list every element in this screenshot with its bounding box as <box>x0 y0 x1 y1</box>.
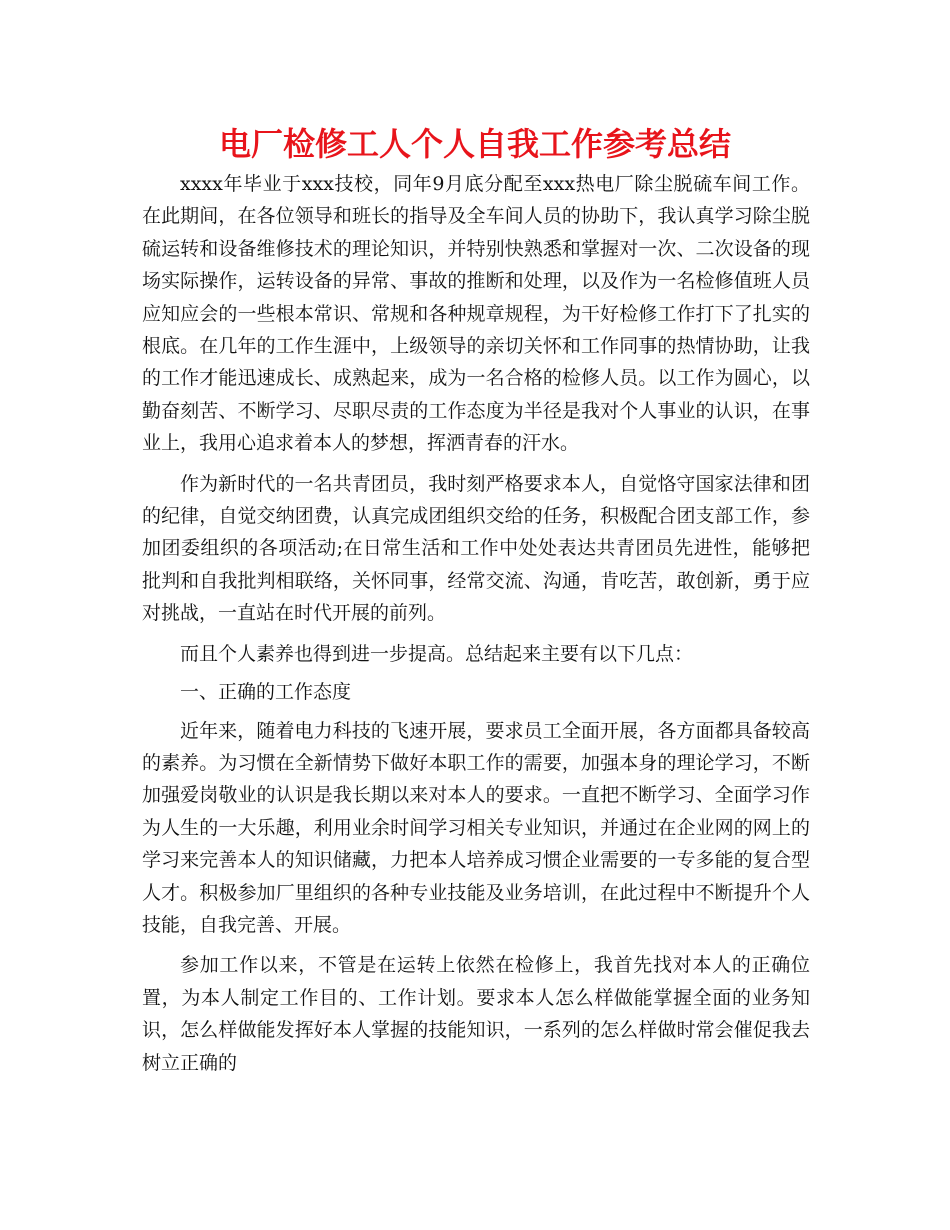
document-title: 电厂检修工人个人自我工作参考总结 <box>218 125 731 163</box>
paragraph-learning: 近年来，随着电力科技的飞速开展，要求员工全面开展，各方面都具备较高的素养。为习惯在全新情势下做好本职工作的需要，加强本身的理论学习，不断加强爱岗敬业的认识是我长期以来对本人的要求。一直把不断学习、全面学习作为人生的一大乐趣，利用业余时间学习相关专业知识，并通过在企业网的网上的学习来完善本人的知识储藏，力把本人培养成习惯企业需要的一专多能的复合型人才。积极参加厂里组织的各种专业技能及业务培训，在此过程中不断提升个人技能，自我完善、开展。 <box>142 719 810 936</box>
paragraph-summary-intro: 而且个人素养也得到进一步提高。总结起来主要有以下几点： <box>180 642 694 665</box>
paragraph-work-goals: 参加工作以来，不管是在运转上依然在检修上，我首先找对本人的正确位置，为本人制定工作目的、工作计划。要求本人怎么样做能掌握全面的业务知识，怎么样做能发挥好本人掌握的技能知识，一系列的怎么样做时常会催促我去树立正确的 <box>142 954 810 1074</box>
document-body <box>142 168 810 1079</box>
paragraph-league-member: 作为新时代的一名共青团员，我时刻严格要求本人，自觉恪守国家法律和团的纪律，自觉交纳团费，认真完成团组织交给的任务，积极配合团支部工作，参加团委组织的各项活动;在日常生活和工作中处处表达共青团员先进性，能够把批判和自我批判相联络，关怀同事，经常交流、沟通，肯吃苦，敢创新，勇于应对挑战，一直站在时代开展的前列。 <box>142 472 810 625</box>
section-heading-work-attitude: 一、正确的工作态度 <box>180 681 352 704</box>
paragraph-graduation: xxxx年毕业于xxx技校，同年9月底分配至xxx热电厂除尘脱硫车间工作。在此期间，在各位领导和班长的指导及全车间人员的协助下，我认真学习除尘脱硫运转和设备维修技术的理论知识，并特别快熟悉和掌握对一次、二次设备的现场实际操作，运转设备的异常、事故的推断和处理，以及作为一名检修值班人员应知应会的一些根本常识、常规和各种规章规程，为干好检修工作打下了扎实的根底。在几年的工作生涯中，上级领导的亲切关怀和工作同事的热情协助，让我的工作才能迅速成长、成熟起来，成为一名合格的检修人员。以工作为圆心，以勤奋刻苦、不断学习、尽职尽责的工作态度为半径是我对个人事业的认识，在事业上，我用心追求着本人的梦想，挥洒青春的汗水。 <box>142 173 810 455</box>
